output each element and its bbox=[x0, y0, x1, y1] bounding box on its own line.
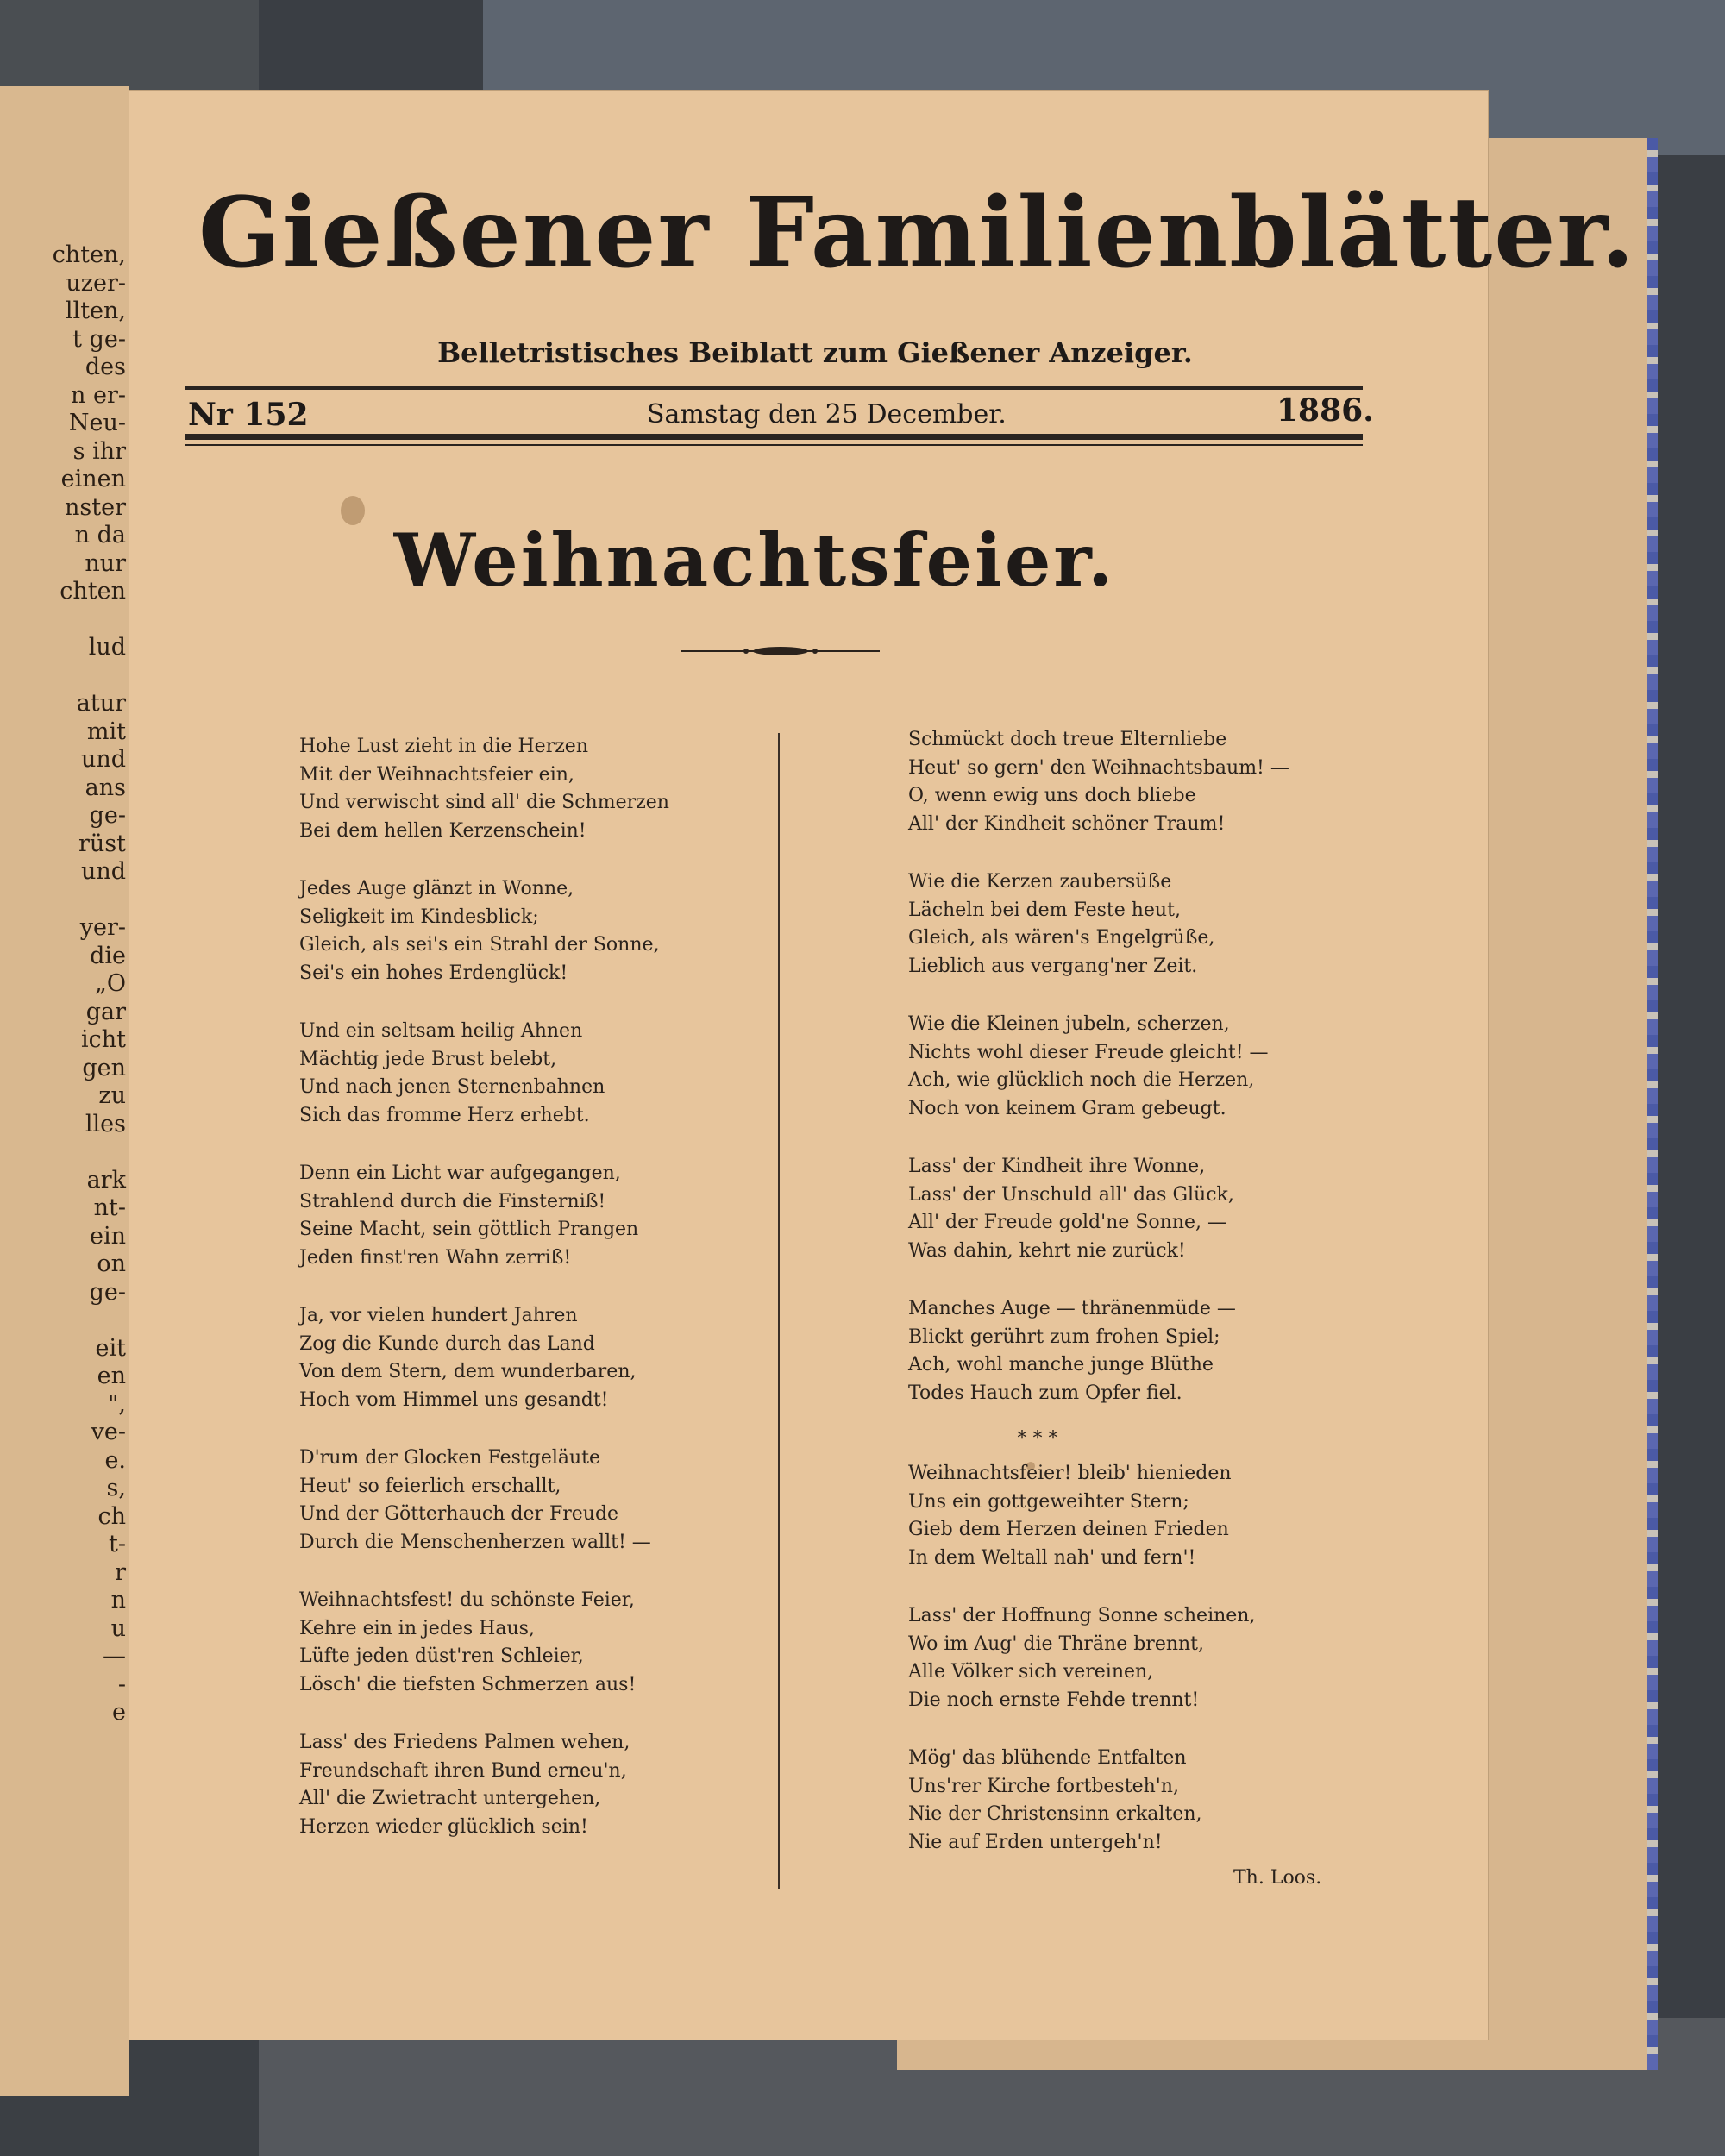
adjacent-page-line: ", bbox=[107, 1390, 126, 1418]
poem-line: Von dem Stern, dem wunderbaren, bbox=[299, 1361, 637, 1382]
poem-line: Was dahin, kehrt nie zurück! bbox=[908, 1239, 1186, 1262]
poem-line: Durch die Menschenherzen wallt! — bbox=[299, 1531, 651, 1553]
poem-title: Weihnachtsfeier. bbox=[393, 517, 1116, 603]
issue-year: 1886. bbox=[1276, 392, 1374, 429]
poem-line: Uns'rer Kirche fortbesteh'n, bbox=[908, 1775, 1179, 1797]
issue-date: Samstag den 25 December. bbox=[647, 399, 1007, 429]
poem-line: Alle Völker sich vereinen, bbox=[908, 1661, 1154, 1683]
poem-line: Lass' der Unschuld all' das Glück, bbox=[908, 1183, 1234, 1206]
adjacent-page-line: gar bbox=[85, 998, 126, 1025]
stanza bbox=[299, 1445, 669, 1557]
adjacent-page-line: chten, bbox=[52, 241, 126, 268]
adjacent-page-line: die bbox=[90, 942, 126, 969]
poem-line: Mit der Weihnachtsfeier ein, bbox=[299, 763, 574, 786]
poem-line: Ach, wohl manche junge Blüthe bbox=[908, 1354, 1214, 1376]
stain bbox=[341, 496, 365, 525]
stanza bbox=[908, 1153, 1289, 1265]
poem-right-stanzas-b bbox=[908, 1460, 1289, 1857]
poem-right-stanzas-a bbox=[908, 726, 1289, 1407]
adjacent-page-line: u bbox=[110, 1614, 126, 1642]
poem-line: Zog die Kunde durch das Land bbox=[299, 1332, 595, 1355]
poem-line: Lass' der Hoffnung Sonne scheinen, bbox=[908, 1605, 1256, 1626]
poem-line: D'rum der Glocken Festgeläute bbox=[299, 1447, 601, 1469]
header-rule-thin bbox=[185, 444, 1363, 446]
poem-line: Denn ein Licht war aufgegangen, bbox=[299, 1163, 621, 1184]
poem-line: Strahlend durch die Finsterniß! bbox=[299, 1190, 606, 1213]
adjacent-page-line: ans bbox=[85, 774, 126, 801]
adjacent-page-line: ark bbox=[86, 1166, 126, 1194]
poem-line: Lieblich aus vergang'ner Zeit. bbox=[908, 955, 1198, 977]
poem-line: Lass' der Kindheit ihre Wonne, bbox=[908, 1156, 1206, 1177]
adjacent-page-line: n da bbox=[74, 522, 126, 548]
adjacent-page-line: llten, bbox=[65, 298, 126, 324]
stanza bbox=[908, 868, 1289, 981]
poem-line: Wie die Kerzen zaubersüße bbox=[908, 871, 1172, 893]
stanza bbox=[299, 875, 669, 987]
poem-line: Gieb dem Herzen deinen Frieden bbox=[908, 1519, 1229, 1540]
poem-line: Nie der Christensinn erkalten, bbox=[908, 1803, 1202, 1825]
header-rule-thick bbox=[185, 434, 1363, 440]
adjacent-page-line bbox=[5, 887, 126, 915]
poem-line: Kehre ein in jedes Haus, bbox=[299, 1617, 535, 1639]
adjacent-page-line: ge- bbox=[89, 802, 126, 829]
poem-line: Todes Hauch zum Opfer fiel. bbox=[908, 1382, 1182, 1404]
adjacent-page-line: s, bbox=[106, 1475, 126, 1501]
poem-line: Die noch ernste Fehde trennt! bbox=[908, 1689, 1200, 1711]
stanza bbox=[908, 1011, 1289, 1123]
adjacent-page-line: und bbox=[80, 858, 126, 885]
adjacent-page-line: yer- bbox=[79, 914, 126, 941]
poem-line: Jeden finst'ren Wahn zerriß! bbox=[299, 1246, 572, 1269]
adjacent-page-line: und bbox=[80, 746, 126, 773]
poem-line: Mächtig jede Brust belebt, bbox=[299, 1048, 557, 1070]
adjacent-page-line: zu bbox=[98, 1082, 126, 1109]
adjacent-page-line: n bbox=[110, 1587, 126, 1614]
poem-line: O, wenn ewig uns doch bliebe bbox=[908, 785, 1196, 806]
adjacent-page-line: chten bbox=[60, 578, 126, 605]
poem-line: Seine Macht, sein göttlich Prangen bbox=[299, 1219, 639, 1240]
poem-line: Blickt gerührt zum frohen Spiel; bbox=[908, 1326, 1220, 1348]
poem-line: Weihnachtsfest! du schönste Feier, bbox=[299, 1589, 635, 1611]
adjacent-page-line: lud bbox=[88, 634, 126, 661]
adjacent-page-line: rüst bbox=[78, 830, 126, 857]
poem-line: Freundschaft ihren Bund erneu'n, bbox=[299, 1759, 627, 1782]
adjacent-page-line: - bbox=[117, 1670, 126, 1698]
adjacent-page-line: „O bbox=[94, 970, 126, 997]
poem-line: Jedes Auge glänzt in Wonne, bbox=[299, 878, 574, 899]
poem-line: Nie auf Erden untergeh'n! bbox=[908, 1831, 1163, 1853]
adjacent-page-line: mit bbox=[86, 718, 126, 745]
stanza bbox=[299, 1302, 669, 1414]
adjacent-page-line bbox=[5, 1307, 126, 1335]
poem-line: Und der Götterhauch der Freude bbox=[299, 1503, 619, 1525]
stanza bbox=[908, 1295, 1289, 1407]
poem-line: Sei's ein hohes Erdenglück! bbox=[299, 962, 568, 984]
poem-line: Weihnachtsfeier! bleib' hienieden bbox=[908, 1463, 1232, 1484]
poem-line: Wo im Aug' die Thräne brennt, bbox=[908, 1633, 1205, 1655]
poem-line: All' der Kindheit schöner Traum! bbox=[908, 812, 1226, 835]
adjacent-page bbox=[0, 86, 129, 2096]
stanza bbox=[299, 1160, 669, 1272]
poem-line: Hohe Lust zieht in die Herzen bbox=[299, 736, 588, 757]
issue-number: Nr 152 bbox=[188, 397, 309, 433]
adjacent-page-line: ch bbox=[97, 1502, 126, 1530]
poem-line: Heut' so gern' den Weihnachtsbaum! — bbox=[908, 756, 1289, 779]
adjacent-page-line: on bbox=[97, 1250, 126, 1277]
poem-line: Noch von keinem Gram gebeugt. bbox=[908, 1097, 1226, 1119]
stanza bbox=[908, 1745, 1289, 1857]
poem-author: Th. Loos. bbox=[1233, 1867, 1322, 1889]
adjacent-page-line: eit bbox=[95, 1334, 126, 1362]
poem-line: Uns ein gottgeweihter Stern; bbox=[908, 1490, 1189, 1513]
adjacent-page-line bbox=[5, 606, 126, 635]
poem-line: Schmückt doch treue Elternliebe bbox=[908, 729, 1227, 750]
poem-line: Und ein seltsam heilig Ahnen bbox=[299, 1020, 583, 1042]
poem-line: Seligkeit im Kindesblick; bbox=[299, 906, 539, 928]
adjacent-page-line: r bbox=[115, 1558, 126, 1586]
adjacent-page-line: ve- bbox=[91, 1419, 126, 1445]
adjacent-page-line: lles bbox=[85, 1110, 126, 1138]
poem-line: Lüfte jeden düst'ren Schleier, bbox=[299, 1645, 584, 1667]
poem-line: Gleich, als wären's Engelgrüße, bbox=[908, 927, 1215, 949]
header-rule bbox=[185, 386, 1363, 390]
adjacent-page-line: uzer- bbox=[66, 269, 126, 297]
poem-line: Lächeln bei dem Feste heut, bbox=[908, 899, 1181, 921]
stanza bbox=[908, 1602, 1289, 1714]
ornament-divider-icon bbox=[681, 642, 880, 660]
poem-line: Sich das fromme Herz erhebt. bbox=[299, 1104, 590, 1126]
poem-line: All' der Freude gold'ne Sonne, — bbox=[908, 1212, 1227, 1233]
adjacent-page-line: des bbox=[85, 354, 126, 380]
stanza bbox=[299, 1587, 669, 1699]
poem-line: Und verwischt sind all' die Schmerzen bbox=[299, 792, 669, 813]
poem-line: Lösch' die tiefsten Schmerzen aus! bbox=[299, 1673, 637, 1695]
poem-line: Ja, vor vielen hundert Jahren bbox=[299, 1305, 578, 1326]
adjacent-page-line: s ihr bbox=[72, 437, 126, 465]
book-edge bbox=[1647, 138, 1658, 2070]
poem-line: Nichts wohl dieser Freude gleicht! — bbox=[908, 1041, 1269, 1063]
poem-line: Gleich, als sei's ein Strahl der Sonne, bbox=[299, 934, 660, 956]
adjacent-page-line: einen bbox=[60, 466, 126, 492]
poem-line: Und nach jenen Sternenbahnen bbox=[299, 1076, 605, 1098]
stanza-separator: * * * bbox=[1017, 1428, 1058, 1450]
adjacent-page-line: icht bbox=[81, 1026, 126, 1053]
adjacent-page-line: nt- bbox=[93, 1194, 126, 1221]
poem-line: Lass' des Friedens Palmen wehen, bbox=[299, 1732, 630, 1753]
poem-line: Ach, wie glücklich noch die Herzen, bbox=[908, 1069, 1255, 1091]
adjacent-page-line: t- bbox=[109, 1531, 126, 1557]
adjacent-page-line: — bbox=[103, 1643, 126, 1670]
stanza bbox=[299, 733, 669, 845]
poem-line: In dem Weltall nah' und fern'! bbox=[908, 1546, 1196, 1569]
stanza bbox=[299, 1729, 669, 1841]
adjacent-page-line: en bbox=[97, 1363, 126, 1389]
poem-line: Mög' das blühende Entfalten bbox=[908, 1747, 1187, 1769]
column-divider bbox=[778, 733, 780, 1889]
adjacent-page-line: ein bbox=[89, 1222, 126, 1250]
poem-left-column bbox=[299, 733, 669, 1871]
adjacent-page-line bbox=[5, 1138, 126, 1167]
masthead-subtitle: Belletristisches Beiblatt zum Gießener Anzeiger. bbox=[437, 336, 1193, 369]
poem-line: Hoch vom Himmel uns gesandt! bbox=[299, 1388, 609, 1411]
stanza bbox=[908, 726, 1289, 838]
masthead: Gießener Familienblätter. bbox=[198, 177, 1637, 290]
adjacent-page-line: nster bbox=[65, 493, 126, 521]
adjacent-page-line: Neu- bbox=[68, 410, 126, 436]
poem-line: Herzen wieder glücklich sein! bbox=[299, 1815, 588, 1838]
adjacent-page-line bbox=[5, 662, 126, 691]
poem-line: Manches Auge — thränenmüde — bbox=[908, 1298, 1236, 1319]
poem-line: Bei dem hellen Kerzenschein! bbox=[299, 819, 586, 842]
adjacent-page-line: e. bbox=[104, 1446, 126, 1474]
stanza bbox=[908, 1460, 1289, 1572]
adjacent-page-text bbox=[5, 241, 126, 1727]
adjacent-page-line: nur bbox=[85, 549, 126, 577]
poem-line: Heut' so feierlich erschallt, bbox=[299, 1475, 561, 1497]
adjacent-page-line: e bbox=[112, 1699, 126, 1726]
adjacent-page-line: gen bbox=[82, 1054, 126, 1081]
adjacent-page-line: t ge- bbox=[72, 325, 126, 353]
poem-right-column bbox=[908, 726, 1289, 1887]
adjacent-page-line: atur bbox=[76, 690, 126, 717]
newspaper-page bbox=[129, 91, 1637, 2040]
adjacent-page-line: n er- bbox=[71, 381, 126, 409]
poem-line: All' die Zwietracht untergehen, bbox=[299, 1788, 601, 1809]
adjacent-page-line: ge- bbox=[89, 1278, 126, 1306]
stanza bbox=[299, 1018, 669, 1130]
poem-line: Wie die Kleinen jubeln, scherzen, bbox=[908, 1013, 1230, 1035]
